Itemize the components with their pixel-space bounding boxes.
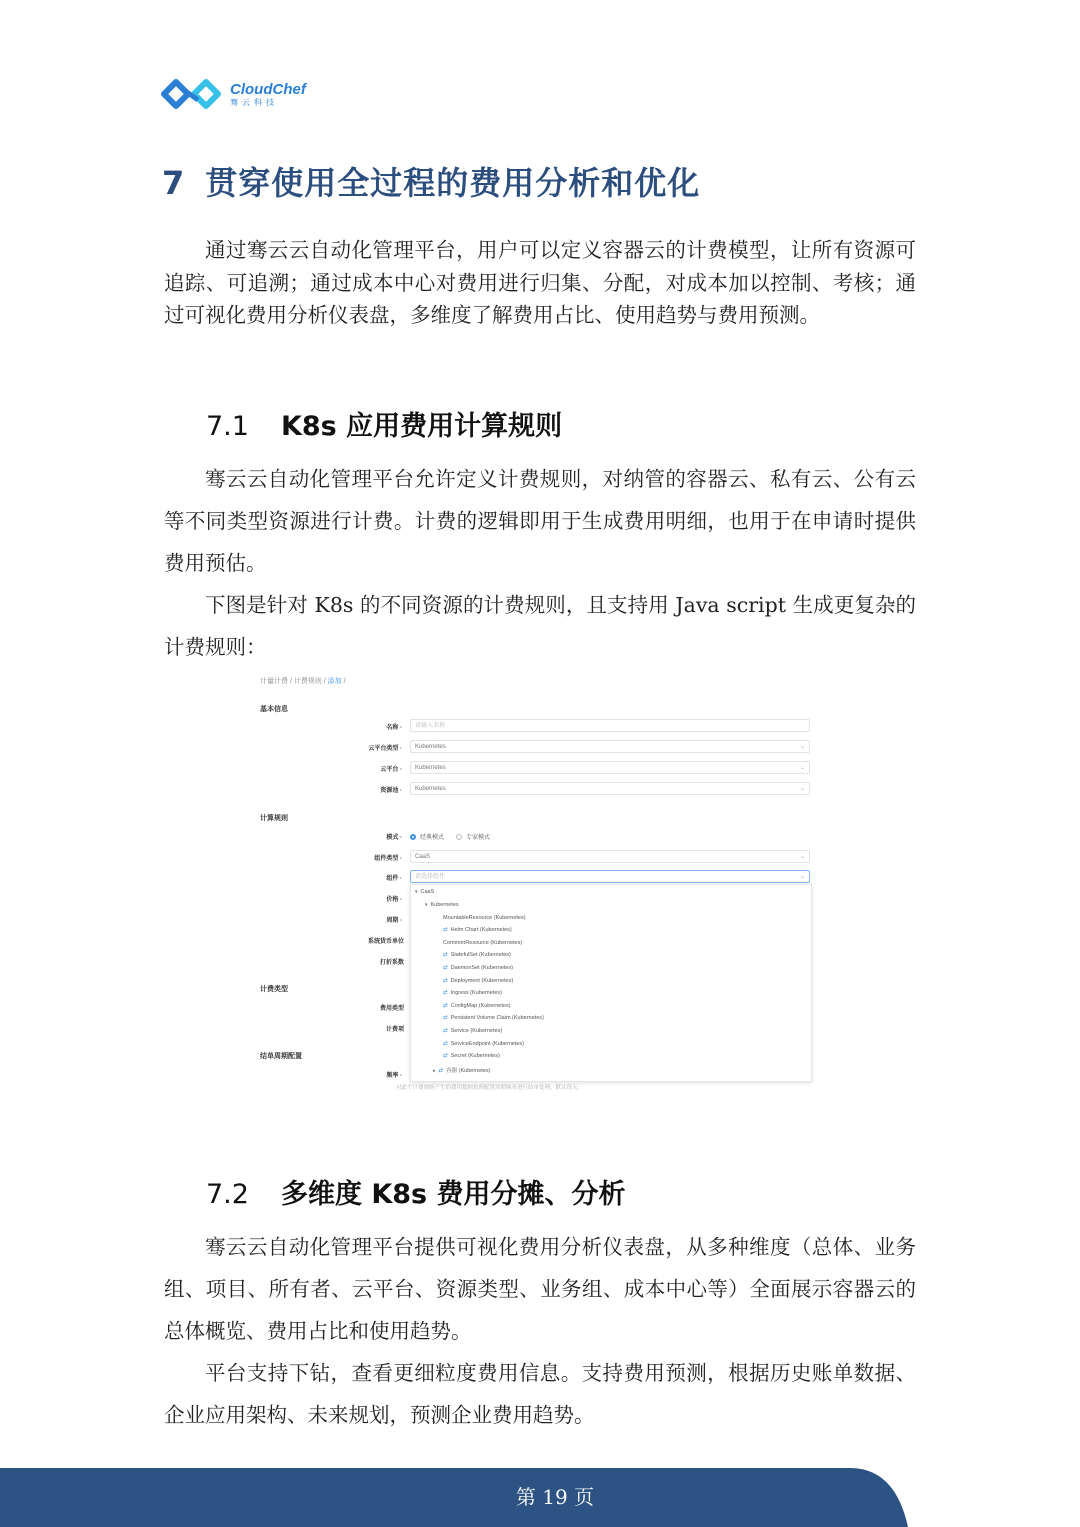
tree-item[interactable]: ⇄ Service (Kubernetes) — [443, 1028, 503, 1034]
caret-down-icon: ▾ — [425, 902, 428, 908]
logo-name: CloudChef — [230, 80, 306, 98]
link-icon: ⇄ — [443, 1028, 448, 1034]
tree-item[interactable]: ⇄ Helm Chart (Kubernetes) — [443, 927, 512, 933]
mode-label: 模式 · — [386, 835, 402, 841]
tree-item[interactable]: ⇄ Ingress (Kubernetes) — [443, 990, 502, 996]
chevron-down-icon: ⌄ — [799, 854, 805, 860]
chevron-down-icon: ⌄ — [799, 786, 805, 792]
tree-item[interactable]: ⇄ DaemonSet (Kubernetes) — [443, 965, 513, 971]
section-7-1-heading — [206, 404, 562, 443]
breadcrumb: 计量计费 / 计费规则 / 添加 / — [260, 678, 346, 685]
link-icon: ⇄ — [443, 1053, 448, 1059]
chevron-down-icon: ⌄ — [799, 765, 805, 771]
tree-item[interactable]: CommonResource (Kubernetes) — [443, 940, 523, 946]
discount-label: 打折系数 — [379, 960, 404, 966]
section-7-2-paragraph-2: 平台支持下钻，查看更细粒度费用信息。支持费用预测，根据历史账单数据、企业应用架构、未来规划，预测企业费用趋势。 — [164, 1361, 916, 1427]
component-select[interactable]: 请选择组件 ⌄ — [410, 870, 810, 883]
billing-rule-screenshot — [252, 672, 820, 1096]
tree-node-kubernetes[interactable]: ▾ Kubernetes — [425, 902, 459, 908]
mode-radio-group: 经典模式 专家模式 — [410, 832, 490, 841]
section-title: 多维度 K8s 费用分摊、分析 — [280, 1179, 626, 1210]
cloud-label: 云平台 · — [380, 767, 402, 773]
name-input[interactable]: 请输入名称 — [410, 719, 810, 732]
section-number: 7.1 — [206, 411, 249, 442]
component-type-label: 组件类型 · — [374, 856, 402, 862]
link-icon: ⇄ — [443, 952, 448, 958]
intro-paragraph: 通过骞云云自动化管理平台，用户可以定义容器云的计费模型，让所有资源可追踪、可追溯；通过成本中心对费用进行归集、分配，对成本加以控制、考核；通过可视化费用分析仪表盘，多维度了解费用占比、使用趋势与费用预测。 — [164, 238, 916, 327]
price-label: 价格 · — [386, 897, 402, 903]
tree-item[interactable]: ⇄ Secret (Kubernetes) — [443, 1053, 500, 1059]
chapter-number: 7 — [162, 164, 186, 202]
section-7-1-paragraph-2: 下图是针对 K8s 的不同资源的计费规则，且支持用 Java script 生成更复杂的计费规则： — [164, 593, 916, 659]
infinity-logo-icon — [160, 74, 224, 114]
pool-label: 资源池 · — [380, 788, 402, 794]
caret-down-icon: ▾ — [415, 889, 418, 895]
pool-select[interactable]: Kubernetes ⌄ — [410, 782, 810, 795]
tree-item[interactable]: MountableResource (Kubernetes) — [443, 915, 526, 921]
chapter-title — [162, 158, 700, 204]
cloud-type-label: 云平台类型 · — [368, 746, 402, 752]
section-7-1-paragraph-1: 骞云云自动化管理平台允许定义计费规则，对纳管的容器云、私有云、公有云等不同类型资源进行计费。计费的逻辑即用于生成费用明细，也用于在申请时提供费用预估。 — [164, 467, 916, 575]
section-number: 7.2 — [206, 1179, 249, 1210]
tree-item[interactable]: ⇄ Deployment (Kubernetes) — [443, 978, 514, 984]
page-number: 第 19 页 — [515, 1485, 595, 1509]
radio-classic[interactable] — [410, 834, 416, 840]
component-type-select[interactable]: CaaS ⌄ — [410, 850, 810, 863]
chapter-title-text: 贯穿使用全过程的费用分析和优化 — [205, 164, 701, 202]
link-icon: ⇄ — [443, 1003, 448, 1009]
link-icon: ⇄ — [443, 978, 448, 984]
section-7-2-heading — [206, 1172, 626, 1211]
tree-item[interactable]: ⇄ StatefulSet (Kubernetes) — [443, 952, 511, 958]
section-7-2-paragraph-1: 骞云云自动化管理平台提供可视化费用分析仪表盘，从多种维度（总体、业务组、项目、所有者、云平台、资源类型、业务组、成本中心等）全面展示容器云的总体概览、费用占比和使用趋势。 — [164, 1235, 916, 1343]
tree-item[interactable]: ⇄ ConfigMap (Kubernetes) — [443, 1003, 511, 1009]
link-icon: ⇄ — [443, 1015, 448, 1021]
currency-label: 系统货币单位 — [367, 939, 404, 945]
link-icon: ⇄ — [443, 1041, 448, 1047]
basic-info-label: 基本信息 — [260, 706, 288, 713]
logo-subtitle: 骞云科技 — [230, 97, 278, 107]
billing-type-label: 计费类型 — [260, 986, 288, 993]
link-icon: ⇄ — [443, 965, 448, 971]
chevron-down-icon: ⌄ — [799, 874, 805, 880]
radio-expert[interactable] — [456, 834, 462, 840]
tree-node-caas[interactable]: ▾ CaaS — [415, 889, 435, 895]
cloudchef-logo — [160, 74, 306, 114]
fee-item-label: 计费项 — [385, 1027, 404, 1033]
component-label: 组件 · — [386, 876, 402, 882]
tree-item[interactable]: ⇄ Persistent Volume Claim (Kubernetes) — [443, 1015, 544, 1021]
rules-label: 计算规则 — [260, 815, 288, 822]
section-title: K8s 应用费用计算规则 — [280, 411, 563, 442]
name-label: 名称 · — [386, 725, 402, 731]
page-footer — [0, 1468, 1080, 1527]
caret-right-icon: ▸ — [433, 1068, 436, 1074]
tree-item[interactable]: ▸ ⇄ 容器 (Kubernetes) — [433, 1068, 491, 1074]
period-label: 周期 · — [386, 918, 402, 924]
fee-type-label: 费用类型 — [379, 1006, 404, 1012]
cloud-select[interactable]: Kubernetes ⌄ — [410, 761, 810, 774]
settle-hint: 对此个计费规则产生的费用数据按照配置周期频率进行结单处理，默认每天。 — [396, 1085, 584, 1091]
component-tree-dropdown[interactable] — [410, 884, 812, 1082]
chevron-down-icon: ⌄ — [799, 744, 805, 750]
breadcrumb-add-link[interactable]: 添加 — [327, 678, 342, 685]
settle-config-label: 结单周期配置 — [260, 1053, 302, 1060]
link-icon: ⇄ — [438, 1068, 444, 1074]
cloud-type-select[interactable]: Kubernetes ⌄ — [410, 740, 810, 753]
tree-item[interactable]: ⇄ ServiceEndpoint (Kubernetes) — [443, 1041, 524, 1047]
link-icon: ⇄ — [443, 990, 448, 996]
link-icon: ⇄ — [443, 927, 448, 933]
frequency-label: 频率 · — [386, 1073, 402, 1079]
